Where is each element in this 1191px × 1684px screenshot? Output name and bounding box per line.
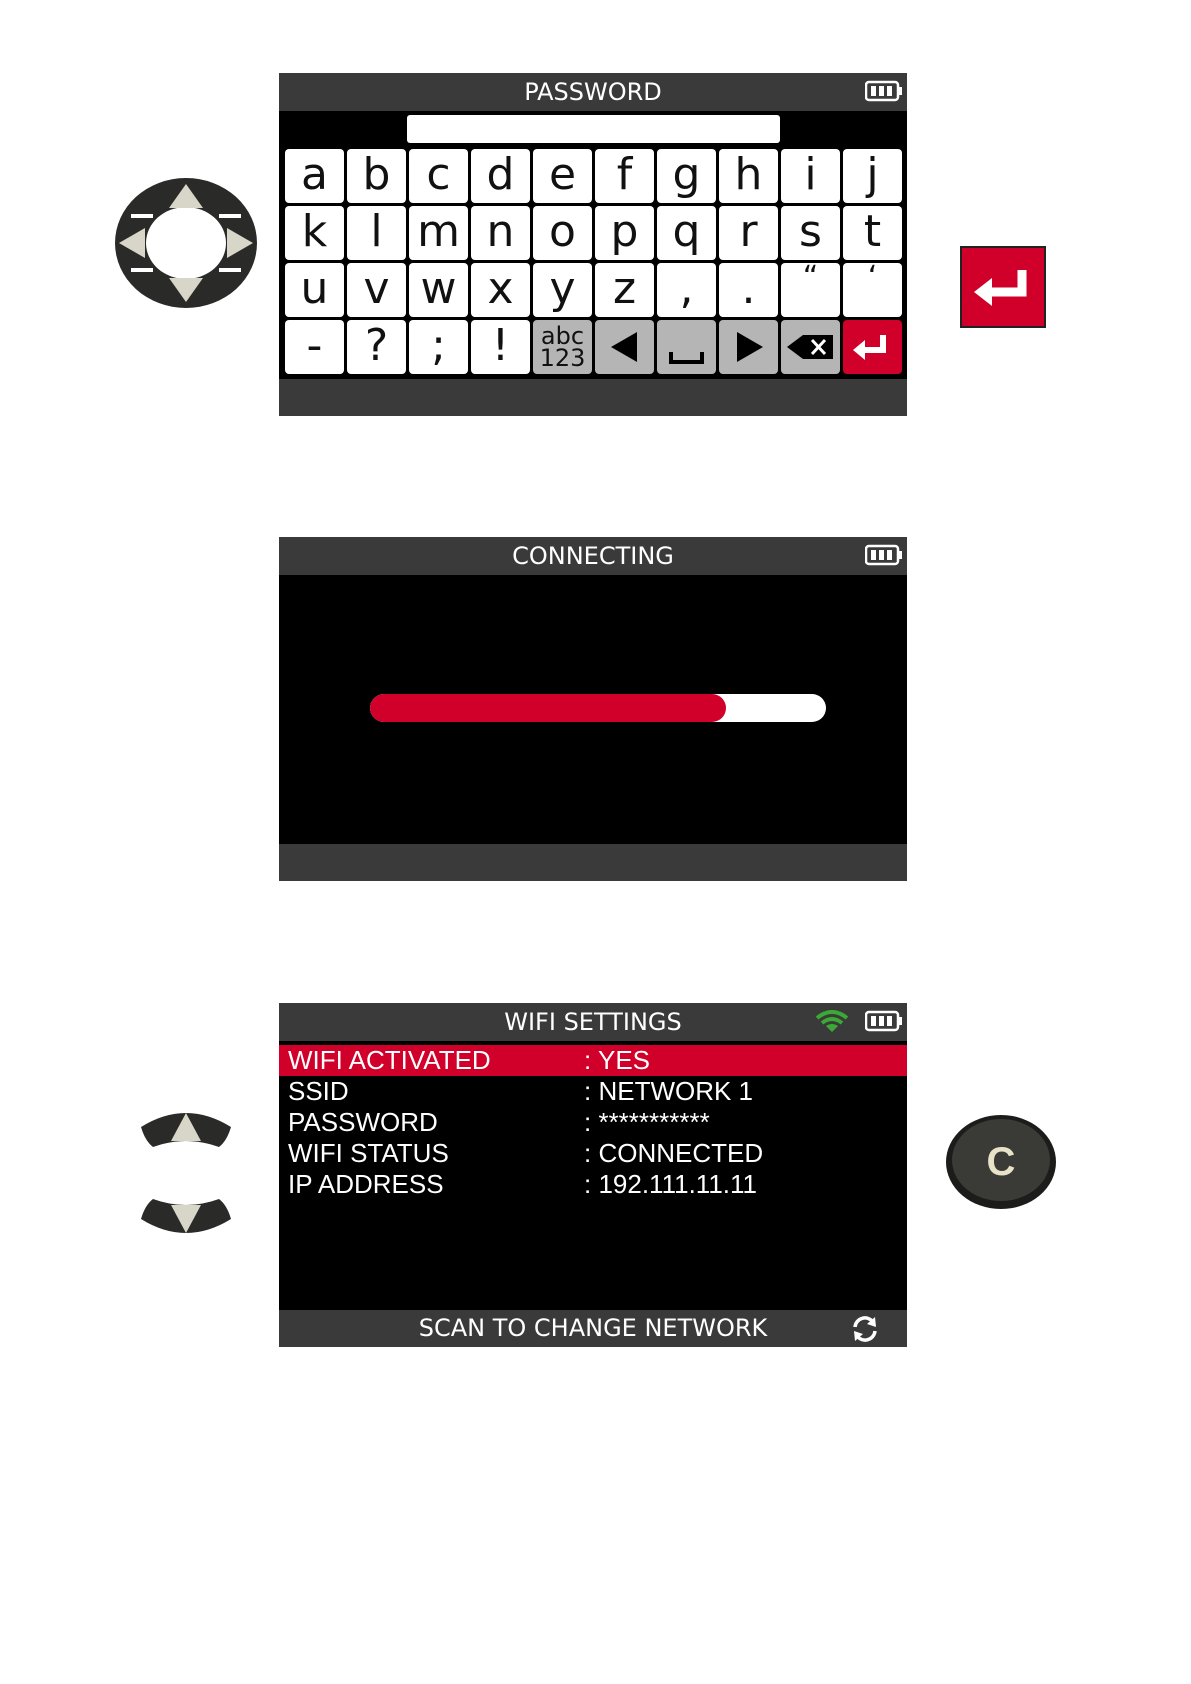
key-dash[interactable]: - — [285, 320, 344, 374]
key-q[interactable]: q — [657, 206, 716, 260]
setting-value: : 192.111.11.11 — [584, 1169, 757, 1199]
setting-label: WIFI ACTIVATED — [288, 1045, 491, 1075]
down-button-icon[interactable] — [139, 1195, 233, 1241]
progress-bar-fill — [370, 694, 726, 722]
cursor-right-key[interactable] — [719, 320, 778, 374]
key-r[interactable]: r — [719, 206, 778, 260]
key-i[interactable]: i — [781, 149, 840, 203]
password-screen — [279, 73, 907, 416]
connecting-footer-bar — [279, 844, 907, 881]
setting-label: IP ADDRESS — [288, 1169, 444, 1199]
key-d[interactable]: d — [471, 149, 530, 203]
key-t[interactable]: t — [843, 206, 902, 260]
left-arrow-icon — [595, 320, 654, 374]
right-arrow-icon — [719, 320, 778, 374]
connecting-screen — [279, 537, 907, 881]
setting-row-password[interactable] — [279, 1107, 907, 1138]
setting-row-wifi-status[interactable] — [279, 1138, 907, 1169]
key-f[interactable]: f — [595, 149, 654, 203]
key-b[interactable]: b — [347, 149, 406, 203]
mode-label-123: 123 — [539, 344, 586, 372]
key-y[interactable]: y — [533, 263, 592, 317]
c-button-icon[interactable] — [944, 1113, 1058, 1211]
up-button-icon[interactable] — [139, 1105, 233, 1151]
key-a[interactable]: a — [285, 149, 344, 203]
setting-label: PASSWORD — [288, 1107, 438, 1137]
key-j[interactable]: j — [843, 149, 902, 203]
password-footer-bar — [279, 379, 907, 416]
backspace-key[interactable] — [781, 320, 840, 374]
key-c[interactable]: c — [409, 149, 468, 203]
key-exclaim[interactable]: ! — [471, 320, 530, 374]
key-o[interactable]: o — [533, 206, 592, 260]
mode-switch-key[interactable] — [533, 320, 592, 374]
space-icon — [657, 320, 716, 374]
key-single-quote[interactable]: ‘ — [843, 263, 902, 317]
key-m[interactable]: m — [409, 206, 468, 260]
connecting-title-bar — [279, 537, 907, 575]
password-input[interactable] — [407, 115, 780, 143]
setting-value: : *********** — [584, 1107, 710, 1137]
setting-label: SSID — [288, 1076, 349, 1106]
key-e[interactable]: e — [533, 149, 592, 203]
mode-label-abc: abc — [540, 322, 585, 350]
setting-row-ssid[interactable] — [279, 1076, 907, 1107]
setting-label: WIFI STATUS — [288, 1138, 449, 1168]
key-s[interactable]: s — [781, 206, 840, 260]
key-question[interactable]: ? — [347, 320, 406, 374]
battery-icon — [865, 1010, 903, 1032]
key-z[interactable]: z — [595, 263, 654, 317]
wifi-footer-bar — [279, 1310, 907, 1347]
progress-bar — [370, 694, 826, 722]
battery-icon — [865, 80, 903, 102]
enter-key[interactable] — [843, 320, 902, 374]
password-title-bar — [279, 73, 907, 111]
page-title: PASSWORD — [524, 78, 662, 106]
battery-icon — [865, 544, 903, 566]
key-n[interactable]: n — [471, 206, 530, 260]
key-k[interactable]: k — [285, 206, 344, 260]
scan-label: SCAN TO CHANGE NETWORK — [418, 1314, 768, 1342]
wifi-icon — [815, 1010, 849, 1034]
cursor-left-key[interactable] — [595, 320, 654, 374]
key-comma[interactable]: , — [657, 263, 716, 317]
setting-value: : NETWORK 1 — [584, 1076, 754, 1106]
space-key[interactable] — [657, 320, 716, 374]
enter-button-icon[interactable] — [960, 246, 1046, 328]
wifi-title-bar — [279, 1003, 907, 1041]
page-title: WIFI SETTINGS — [504, 1008, 682, 1036]
setting-value: : YES — [584, 1045, 651, 1075]
key-v[interactable]: v — [347, 263, 406, 317]
backspace-icon — [781, 320, 840, 374]
key-h[interactable]: h — [719, 149, 778, 203]
refresh-icon[interactable] — [851, 1315, 879, 1343]
key-x[interactable]: x — [471, 263, 530, 317]
c-button-label: C — [986, 1140, 1016, 1184]
enter-icon — [843, 320, 902, 374]
key-g[interactable]: g — [657, 149, 716, 203]
page-title: CONNECTING — [512, 542, 674, 570]
key-p[interactable]: p — [595, 206, 654, 260]
key-semicolon[interactable]: ; — [409, 320, 468, 374]
key-l[interactable]: l — [347, 206, 406, 260]
dpad-icon[interactable] — [113, 176, 259, 310]
key-period[interactable]: . — [719, 263, 778, 317]
wifi-settings-screen — [279, 1003, 907, 1347]
setting-value: : CONNECTED — [584, 1138, 764, 1168]
key-u[interactable]: u — [285, 263, 344, 317]
setting-row-wifi-activated[interactable] — [279, 1045, 907, 1076]
setting-row-ip-address[interactable] — [279, 1169, 907, 1200]
key-double-quote[interactable]: “ — [781, 263, 840, 317]
key-w[interactable]: w — [409, 263, 468, 317]
